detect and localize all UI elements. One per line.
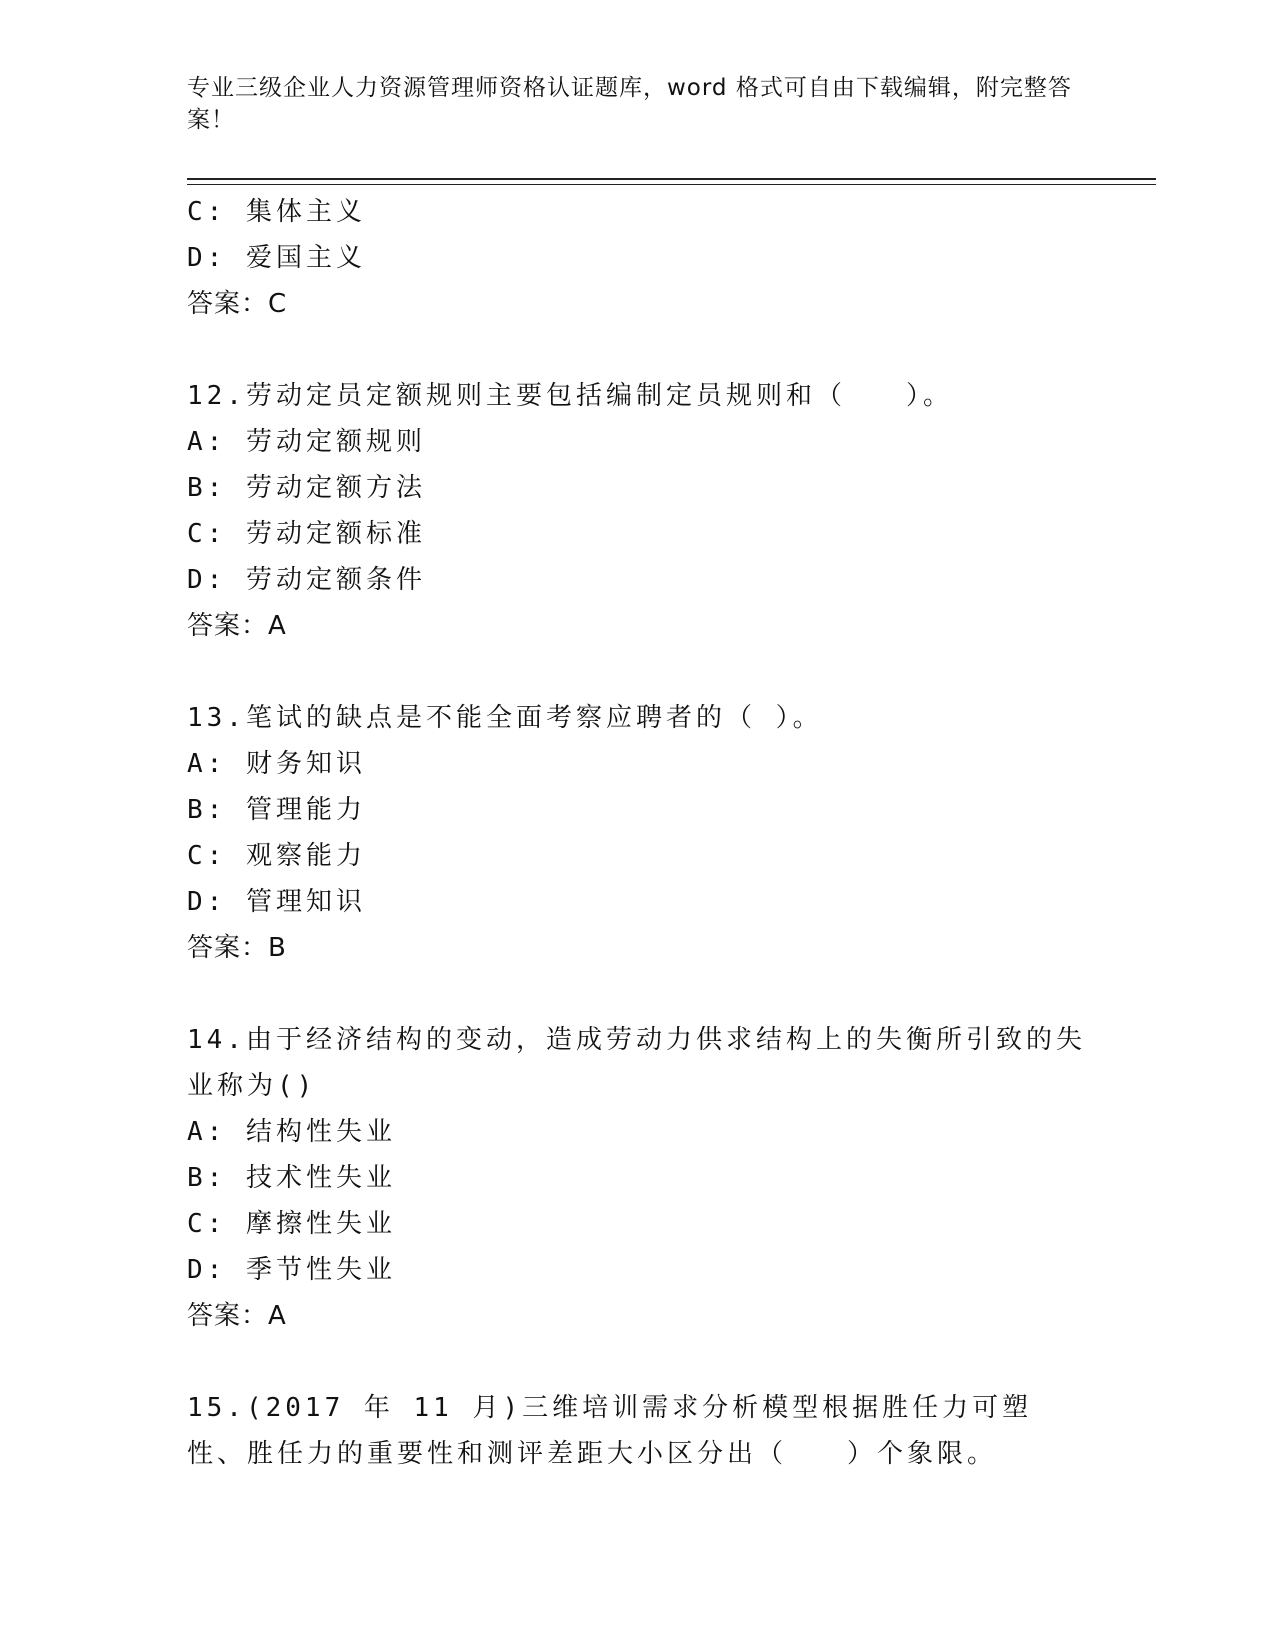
option-a: A: 财务知识 bbox=[187, 749, 366, 779]
header-divider-thin bbox=[187, 184, 1156, 185]
question-block bbox=[187, 189, 1087, 327]
answer-line: 答案：A bbox=[187, 1301, 287, 1331]
option-b: B: 管理能力 bbox=[187, 795, 366, 825]
option-c: C: 摩擦性失业 bbox=[187, 1209, 396, 1239]
option-b: B: 技术性失业 bbox=[187, 1163, 396, 1193]
question-stem: 12.劳动定员定额规则主要包括编制定员规则和（ ）。 bbox=[187, 381, 953, 411]
option-a: A: 结构性失业 bbox=[187, 1117, 396, 1147]
document-header bbox=[187, 72, 1087, 136]
option-d: D: 季节性失业 bbox=[187, 1255, 396, 1285]
question-stem: 15.(2017 年 11 月)三维培训需求分析模型根据胜任力可塑性、胜任力的重要性和测评差距大小区分出（ ）个象限。 bbox=[187, 1393, 1033, 1469]
answer-line: 答案：C bbox=[187, 289, 288, 319]
question-block bbox=[187, 1017, 1087, 1339]
question-block bbox=[187, 373, 1087, 649]
option-d: D: 劳动定额条件 bbox=[187, 565, 426, 595]
answer-line: 答案：B bbox=[187, 933, 287, 963]
header-text: 专业三级企业人力资源管理师资格认证题库，word 格式可自由下载编辑，附完整答案！ bbox=[187, 75, 1072, 133]
option-a: A: 劳动定额规则 bbox=[187, 427, 426, 457]
option-c: C: 观察能力 bbox=[187, 841, 366, 871]
spacer bbox=[187, 971, 1087, 1017]
option-c: C: 集体主义 bbox=[187, 197, 366, 227]
spacer bbox=[187, 327, 1087, 373]
question-stem: 14.由于经济结构的变动，造成劳动力供求结构上的失衡所引致的失业称为() bbox=[187, 1025, 1086, 1101]
option-d: D: 管理知识 bbox=[187, 887, 366, 917]
header-divider-thick bbox=[187, 178, 1156, 180]
question-block bbox=[187, 1385, 1087, 1477]
spacer bbox=[187, 1339, 1087, 1385]
option-b: B: 劳动定额方法 bbox=[187, 473, 426, 503]
question-list bbox=[187, 189, 1087, 1477]
question-stem: 13.笔试的缺点是不能全面考察应聘者的（ ）。 bbox=[187, 703, 823, 733]
spacer bbox=[187, 649, 1087, 695]
option-d: D: 爱国主义 bbox=[187, 243, 366, 273]
answer-line: 答案：A bbox=[187, 611, 287, 641]
option-c: C: 劳动定额标准 bbox=[187, 519, 426, 549]
question-block bbox=[187, 695, 1087, 971]
